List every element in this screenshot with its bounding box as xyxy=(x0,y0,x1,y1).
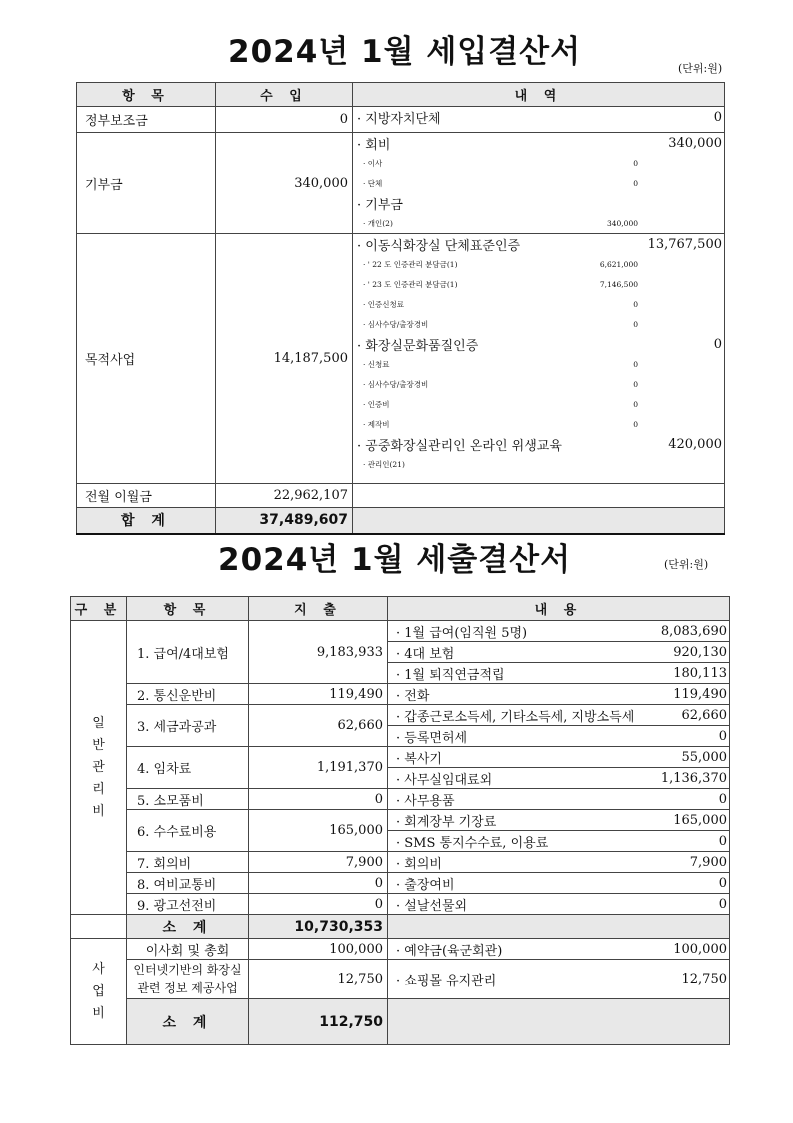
detail-label: · 관리인(21) xyxy=(363,459,405,469)
detail-subline xyxy=(357,153,722,173)
detail-label: · 이사 xyxy=(363,158,383,168)
detail-label: · ' 22 도 인증관리 분담금(1) xyxy=(363,259,458,269)
detail-line xyxy=(388,684,729,704)
detail-subline xyxy=(357,454,722,474)
expense-row xyxy=(71,852,730,873)
detail-value: 0 xyxy=(633,379,638,389)
detail-line xyxy=(388,810,729,830)
detail-label: · 전화 xyxy=(396,688,430,704)
detail-label: · 단체 xyxy=(363,178,383,188)
income-detail xyxy=(353,107,725,133)
expense-subtotal-row xyxy=(71,915,730,939)
expense-item: 6. 수수료비용 xyxy=(127,810,249,852)
expense-subtotal-amount: 112,750 xyxy=(249,999,388,1045)
income-header-amount: 수 입 xyxy=(216,83,353,107)
expense-subtotal-detail xyxy=(388,999,730,1045)
detail-line xyxy=(388,705,729,725)
detail-value: 62,660 xyxy=(681,707,727,723)
expense-header-item: 항 목 xyxy=(127,597,249,621)
detail-label: · ' 23 도 인증관리 분담금(1) xyxy=(363,279,458,289)
detail-value: 180,113 xyxy=(673,665,727,681)
expense-row xyxy=(71,621,730,684)
expense-detail xyxy=(388,684,730,705)
detail-subline xyxy=(357,274,722,294)
expense-header-category: 구 분 xyxy=(71,597,127,621)
expense-header-detail: 내 용 xyxy=(388,597,730,621)
detail-label: · 복사기 xyxy=(396,751,442,767)
detail-line xyxy=(388,969,729,989)
detail-line xyxy=(357,334,722,354)
expense-row xyxy=(71,789,730,810)
expense-detail xyxy=(388,621,730,684)
detail-label: · 설날선물외 xyxy=(396,898,468,914)
expense-title: 2024년 1월 세출결산서 xyxy=(218,542,572,578)
detail-value: 340,000 xyxy=(668,135,722,151)
detail-label: · 기부금 xyxy=(357,197,403,213)
detail-value: 0 xyxy=(633,299,638,309)
detail-subline xyxy=(357,354,722,374)
detail-subline xyxy=(357,374,722,394)
detail-line xyxy=(357,107,722,127)
detail-label: · 사무용품 xyxy=(396,793,455,809)
expense-item: 7. 회의비 xyxy=(127,852,249,873)
detail-value: 0 xyxy=(718,896,727,912)
expense-item: 8. 여비교통비 xyxy=(127,873,249,894)
detail-label: · 공중화장실관리인 온라인 위생교육 xyxy=(357,438,562,454)
income-total-row xyxy=(77,508,725,534)
expense-row xyxy=(71,960,730,999)
detail-subline xyxy=(357,394,722,414)
income-total-label: 합 계 xyxy=(77,508,216,534)
detail-subline xyxy=(357,314,722,334)
expense-item: 2. 통신운반비 xyxy=(127,684,249,705)
income-amount: 340,000 xyxy=(216,133,353,234)
detail-value: 0 xyxy=(633,319,638,329)
expense-item: 인터넷기반의 화장실 관련 정보 제공사업 xyxy=(127,960,249,999)
income-amount: 22,962,107 xyxy=(216,484,353,508)
detail-value: 0 xyxy=(718,833,727,849)
expense-amount: 62,660 xyxy=(249,705,388,747)
detail-line xyxy=(357,193,722,213)
detail-label: · 사무실임대료외 xyxy=(396,772,493,788)
expense-row xyxy=(71,684,730,705)
detail-label: · 개인(2) xyxy=(363,218,393,228)
income-detail xyxy=(353,234,725,484)
detail-value: 7,146,500 xyxy=(599,279,638,289)
detail-line xyxy=(388,621,729,641)
expense-category: 일 반 관 리 비 xyxy=(71,621,127,915)
detail-line xyxy=(388,641,729,662)
detail-value: 340,000 xyxy=(606,218,638,228)
detail-value: 0 xyxy=(713,336,722,352)
detail-value: 12,750 xyxy=(681,971,727,987)
detail-line xyxy=(388,830,729,851)
detail-value: 7,900 xyxy=(689,854,727,870)
income-table xyxy=(76,82,725,535)
expense-header-amount: 지 출 xyxy=(249,597,388,621)
detail-label: · SMS 통지수수료, 이용료 xyxy=(396,835,549,851)
income-header-detail: 내 역 xyxy=(353,83,725,107)
detail-value: 420,000 xyxy=(668,436,722,452)
detail-value: 0 xyxy=(633,399,638,409)
detail-value: 0 xyxy=(713,109,722,125)
expense-category: 사 업 비 xyxy=(71,939,127,1045)
detail-value: 0 xyxy=(633,158,638,168)
expense-detail xyxy=(388,960,730,999)
expense-category-spacer xyxy=(71,915,127,939)
detail-label: · 회계장부 기장료 xyxy=(396,814,497,830)
detail-value: 165,000 xyxy=(673,812,727,828)
detail-subline xyxy=(357,213,722,233)
detail-value: 0 xyxy=(633,178,638,188)
detail-subline xyxy=(357,294,722,314)
income-item: 전월 이월금 xyxy=(77,484,216,508)
expense-amount: 1,191,370 xyxy=(249,747,388,789)
detail-line xyxy=(357,234,722,254)
expense-subtotal-row xyxy=(71,999,730,1045)
detail-value: 119,490 xyxy=(673,686,727,702)
detail-value: 0 xyxy=(718,728,727,744)
detail-value: 100,000 xyxy=(673,941,727,957)
expense-amount: 0 xyxy=(249,789,388,810)
expense-detail xyxy=(388,747,730,789)
detail-value: 920,130 xyxy=(673,644,727,660)
detail-label: · 1월 퇴직연금적립 xyxy=(396,667,505,683)
expense-subtotal-detail xyxy=(388,915,730,939)
income-title: 2024년 1월 세입결산서 xyxy=(228,34,582,70)
expense-subtotal-label: 소 계 xyxy=(127,999,249,1045)
income-row xyxy=(77,133,725,234)
expense-row xyxy=(71,747,730,789)
detail-value: 0 xyxy=(718,875,727,891)
detail-label: · 출장여비 xyxy=(396,877,455,893)
expense-item: 1. 급여/4대보험 xyxy=(127,621,249,684)
income-header-item: 항 목 xyxy=(77,83,216,107)
expense-table xyxy=(70,596,730,1045)
detail-label: · 쇼핑몰 유지관리 xyxy=(396,973,497,989)
detail-label: · 인증비 xyxy=(363,399,390,409)
expense-item: 5. 소모품비 xyxy=(127,789,249,810)
detail-value: 8,083,690 xyxy=(660,623,727,639)
detail-label: · 제작비 xyxy=(363,419,390,429)
expense-item: 4. 임차료 xyxy=(127,747,249,789)
expense-amount: 119,490 xyxy=(249,684,388,705)
income-item: 목적사업 xyxy=(77,234,216,484)
expense-amount: 9,183,933 xyxy=(249,621,388,684)
detail-label: · 심사수당/출장경비 xyxy=(363,319,429,329)
detail-label: · 이동식화장실 단체표준인증 xyxy=(357,238,521,254)
income-detail xyxy=(353,133,725,234)
income-detail xyxy=(353,484,725,508)
expense-subtotal-amount: 10,730,353 xyxy=(249,915,388,939)
income-item: 정부보조금 xyxy=(77,107,216,133)
expense-subtotal-label: 소 계 xyxy=(127,915,249,939)
detail-line xyxy=(388,939,729,959)
expense-row xyxy=(71,873,730,894)
detail-line xyxy=(388,662,729,683)
expense-amount: 0 xyxy=(249,873,388,894)
detail-value: 13,767,500 xyxy=(647,236,722,252)
expense-amount: 165,000 xyxy=(249,810,388,852)
expense-row xyxy=(71,894,730,915)
detail-line xyxy=(357,434,722,454)
detail-label: · 4대 보험 xyxy=(396,646,455,662)
detail-value: 55,000 xyxy=(681,749,727,765)
expense-detail xyxy=(388,705,730,747)
detail-label: · 화장실문화품질인증 xyxy=(357,338,479,354)
detail-line xyxy=(388,894,729,914)
detail-label: · 신청료 xyxy=(363,359,390,369)
expense-unit: (단위:원) xyxy=(664,558,709,571)
income-row xyxy=(77,234,725,484)
detail-line xyxy=(388,725,729,746)
detail-line xyxy=(388,789,729,809)
detail-label: · 등록면허세 xyxy=(396,730,468,746)
detail-value: 6,621,000 xyxy=(599,259,638,269)
expense-detail xyxy=(388,789,730,810)
detail-label: · 1월 급여(임직원 5명) xyxy=(396,625,528,641)
detail-line xyxy=(388,852,729,872)
detail-value: 0 xyxy=(633,359,638,369)
expense-item: 3. 세금과공과 xyxy=(127,705,249,747)
income-row xyxy=(77,484,725,508)
expense-detail xyxy=(388,894,730,915)
income-total-detail xyxy=(353,508,725,534)
detail-subline xyxy=(357,254,722,274)
income-amount: 0 xyxy=(216,107,353,133)
detail-subline xyxy=(357,414,722,434)
income-amount: 14,187,500 xyxy=(216,234,353,484)
detail-label: · 심사수당/출장경비 xyxy=(363,379,429,389)
income-item: 기부금 xyxy=(77,133,216,234)
expense-detail xyxy=(388,873,730,894)
detail-label: · 회의비 xyxy=(396,856,442,872)
expense-detail xyxy=(388,810,730,852)
detail-line xyxy=(388,767,729,788)
expense-amount: 100,000 xyxy=(249,939,388,960)
income-row xyxy=(77,107,725,133)
expense-detail xyxy=(388,852,730,873)
expense-amount: 12,750 xyxy=(249,960,388,999)
income-total-amount: 37,489,607 xyxy=(216,508,353,534)
expense-detail xyxy=(388,939,730,960)
expense-item: 9. 광고선전비 xyxy=(127,894,249,915)
detail-label: · 지방자치단체 xyxy=(357,111,441,127)
expense-row xyxy=(71,705,730,747)
detail-label: · 인증신청료 xyxy=(363,299,404,309)
expense-item: 이사회 및 총회 xyxy=(127,939,249,960)
expense-amount: 7,900 xyxy=(249,852,388,873)
expense-row xyxy=(71,810,730,852)
detail-label: · 갑종근로소득세, 기타소득세, 지방소득세 xyxy=(396,709,635,725)
detail-value: 1,136,370 xyxy=(660,770,727,786)
detail-label: · 예약금(육군회관) xyxy=(396,943,503,959)
income-unit: (단위:원) xyxy=(678,62,723,75)
detail-line xyxy=(388,747,729,767)
expense-row xyxy=(71,939,730,960)
detail-line xyxy=(388,873,729,893)
detail-label: · 회비 xyxy=(357,137,391,153)
detail-value: 0 xyxy=(718,791,727,807)
detail-subline xyxy=(357,173,722,193)
expense-amount: 0 xyxy=(249,894,388,915)
detail-value: 0 xyxy=(633,419,638,429)
detail-line xyxy=(357,133,722,153)
